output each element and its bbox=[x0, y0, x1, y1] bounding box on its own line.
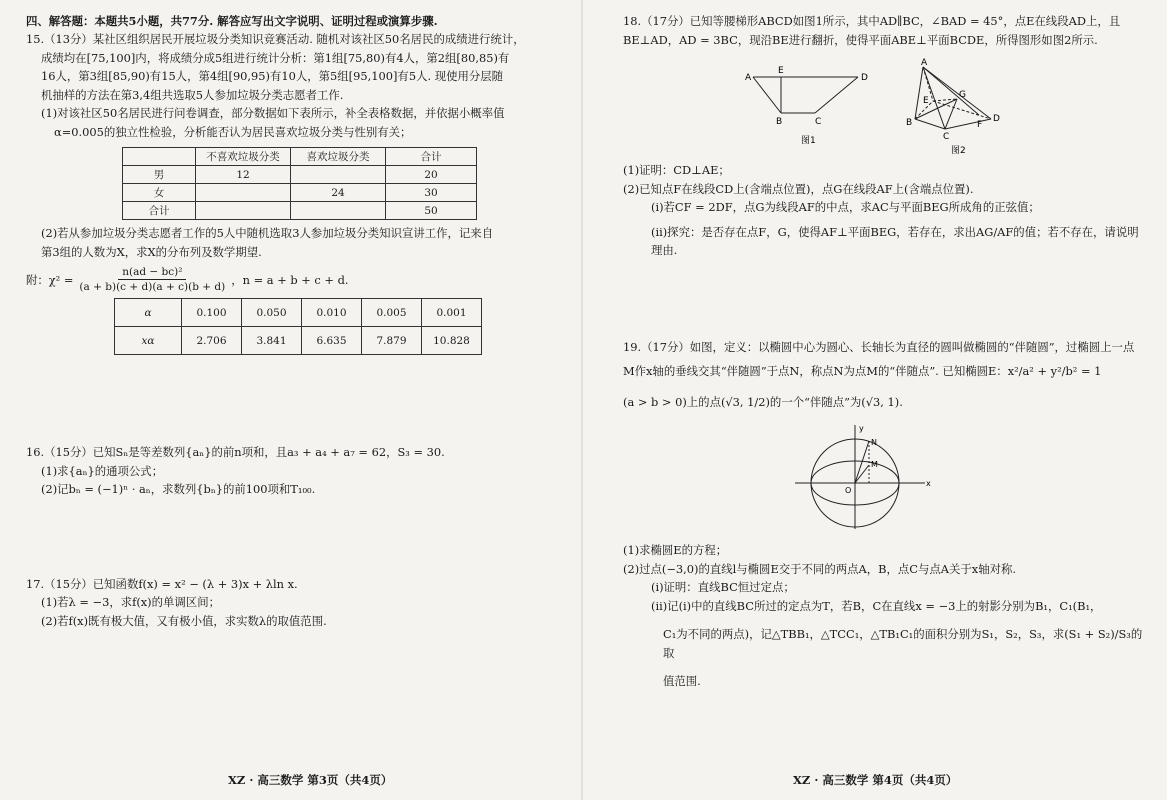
table-cell bbox=[196, 184, 291, 202]
fig1-label: D bbox=[861, 73, 868, 83]
left-page bbox=[0, 0, 583, 800]
q15-part2: (2)若从参加垃圾分类志愿者工作的5人中随机选取3人参加垃圾分类知识宣讲工作，记来自 bbox=[41, 226, 494, 240]
table-row bbox=[123, 166, 477, 184]
q16-line: 16.（15分）已知Sₙ是等差数列{aₙ}的前n项和，且a₃ + a₄ + a₇ = 62，S₃ = 30. bbox=[26, 445, 445, 459]
formula-numerator: n(ad − bc)² bbox=[118, 265, 186, 280]
table-cell bbox=[291, 166, 386, 184]
fig2-label: B bbox=[906, 118, 913, 128]
formula-prefix: 附：χ² = bbox=[26, 272, 74, 287]
table-cell: 20 bbox=[386, 166, 477, 184]
q15-part1: (1)对该社区50名居民进行问卷调查，部分数据如下表所示，补全表格数据，并依据小概率值 bbox=[41, 106, 505, 120]
table-cell: 6.635 bbox=[302, 327, 362, 355]
q19-line: 19.（17分）如图，定义：以椭圆中心为圆心、长轴长为直径的圆叫做椭圆的“伴随圆”，过椭圆上一点 bbox=[623, 339, 1135, 354]
table-cell: 30 bbox=[386, 184, 477, 202]
q17-line: (1)若λ = −3，求f(x)的单调区间； bbox=[41, 595, 220, 609]
table-cell: 3.841 bbox=[242, 327, 302, 355]
q19-part: C₁为不同的两点)，记△TBB₁，△TCC₁，△TB₁C₁的面积分别为S₁，S₂，S₃，求(S₁ + S₂)/S₃的取 bbox=[663, 627, 1143, 660]
fig1-label: B bbox=[776, 117, 783, 127]
q19-figure-wrap bbox=[793, 421, 1145, 535]
fig2-caption: 图2 bbox=[951, 146, 966, 156]
table-cell bbox=[123, 148, 196, 166]
table-cell: 12 bbox=[196, 166, 291, 184]
formula-fraction bbox=[75, 265, 229, 294]
q17-line: 17.（15分）已知函数f(x) = x² − (λ + 3)x + λln x. bbox=[26, 576, 298, 591]
q19-part: (i)证明：直线BC恒过定点； bbox=[651, 580, 795, 594]
question-19 bbox=[623, 338, 1145, 691]
chi-square-formula bbox=[26, 265, 569, 294]
fig-axis-label: x bbox=[926, 479, 931, 488]
question-15 bbox=[26, 30, 569, 355]
table-row bbox=[123, 184, 477, 202]
fig1-label: C bbox=[815, 117, 822, 127]
question-17 bbox=[26, 575, 569, 631]
table-row bbox=[123, 148, 477, 166]
page-footer: XZ · 高三数学 第4页（共4页） bbox=[793, 773, 958, 787]
q19-line: (a > b > 0)上的点(√3, 1/2)的一个“伴随点”为(√3, 1). bbox=[623, 394, 903, 409]
q18-part: (2)已知点F在线段CD上(含端点位置)，点G在线段AF上(含端点位置). bbox=[623, 181, 974, 196]
figure-1-trapezoid bbox=[743, 57, 873, 147]
fig2-label: D bbox=[993, 114, 1000, 124]
table-row bbox=[123, 202, 477, 220]
fig-point-label: N bbox=[871, 438, 877, 447]
fig2-label: G bbox=[959, 90, 966, 100]
table-cell: 0.010 bbox=[302, 299, 362, 327]
table-cell: 喜欢垃圾分类 bbox=[291, 148, 386, 166]
formula-denominator: (a + b)(c + d)(a + c)(b + d) bbox=[79, 281, 226, 293]
fig1-label: A bbox=[745, 73, 752, 83]
fig1-label: E bbox=[778, 66, 784, 76]
q18-line: 18.（17分）已知等腰梯形ABCD如图1所示，其中AD∥BC，∠BAD = 45°，点E在线段AD上，且 bbox=[623, 14, 1121, 28]
table-cell: 0.050 bbox=[242, 299, 302, 327]
q17-line: (2)若f(x)既有极大值，又有极小值，求实数λ的取值范围. bbox=[41, 613, 327, 628]
table-cell: 合计 bbox=[123, 202, 196, 220]
q15-line: 16人，第3组[85,90)有15人，第4组[90,95)有10人，第5组[95,100]有5人. 现使用分层随 bbox=[41, 69, 504, 83]
fig-point-label: O bbox=[845, 486, 852, 495]
section-header: 四、解答题：本题共5小题，共77分. 解答应写出文字说明、证明过程或演算步骤. bbox=[26, 14, 438, 28]
table-cell: 50 bbox=[386, 202, 477, 220]
table-cell: 0.100 bbox=[182, 299, 242, 327]
table-cell: xα bbox=[115, 327, 182, 355]
q19-part: (2)过点(−3,0)的直线l与椭圆E交于不同的两点A，B，点C与点A关于x轴对称. bbox=[623, 561, 1016, 576]
q15-part1: α=0.005的独立性检验，分析能否认为居民喜欢垃圾分类与性别有关； bbox=[54, 124, 412, 139]
table-cell: 女 bbox=[123, 184, 196, 202]
table-cell: 0.001 bbox=[422, 299, 482, 327]
question-16 bbox=[26, 443, 569, 499]
q16-line: (1)求{aₙ}的通项公式； bbox=[41, 463, 164, 478]
table-row bbox=[115, 299, 482, 327]
q15-line: 成绩均在[75,100]内，将成绩分成5组进行统计分析：第1组[75,80)有4人，第2组[80,85)有 bbox=[41, 50, 510, 65]
table-row bbox=[115, 327, 482, 355]
q18-figures bbox=[743, 57, 1145, 157]
figure-ellipse-circle bbox=[793, 421, 933, 531]
q18-part: (ii)探究：是否存在点F，G，使得AF⊥平面BEG，若存在，求出AG/AF的值；若不存在，请说明理由. bbox=[651, 224, 1139, 257]
q19-line: M作x轴的垂线交其“伴随圆”于点N，称点N为点M的“伴随点”. 已知椭圆E：x²/a² + y²/b² = 1 bbox=[623, 364, 1102, 378]
table-cell: 24 bbox=[291, 184, 386, 202]
fig1-caption: 图1 bbox=[801, 136, 816, 146]
contingency-table bbox=[122, 147, 477, 220]
q18-line: BE⊥AD，AD = 3BC，现沿BE进行翻折，使得平面ABE⊥平面BCDE，所得图形如图2所示. bbox=[623, 32, 1098, 47]
table-cell: 不喜欢垃圾分类 bbox=[196, 148, 291, 166]
q15-part2: 第3组的人数为X，求X的分布列及数学期望. bbox=[41, 244, 262, 259]
table-cell: 10.828 bbox=[422, 327, 482, 355]
fig-point-label: M bbox=[871, 460, 878, 469]
fig2-label: C bbox=[943, 132, 950, 142]
table-cell: 7.879 bbox=[362, 327, 422, 355]
formula-suffix: ，n = a + b + c + d. bbox=[231, 272, 349, 287]
table-cell: 0.005 bbox=[362, 299, 422, 327]
q16-line: (2)记bₙ = (−1)ⁿ · aₙ，求数列{bₙ}的前100项和T₁₀₀. bbox=[41, 482, 316, 496]
critical-value-table bbox=[114, 298, 482, 355]
table-cell: 2.706 bbox=[182, 327, 242, 355]
q19-part: (ii)记(i)中的直线BC所过的定点为T，若B，C在直线x = −3上的射影分别为B₁，C₁(B₁， bbox=[651, 598, 1102, 613]
q18-part: (1)证明：CD⊥AE； bbox=[623, 163, 730, 177]
table-cell: 男 bbox=[123, 166, 196, 184]
fig-axis-label: y bbox=[859, 424, 864, 433]
q19-part: (1)求椭圆E的方程； bbox=[623, 543, 728, 557]
figure-2-pyramid bbox=[903, 57, 1033, 157]
right-page bbox=[583, 0, 1167, 800]
q19-part: 值范围. bbox=[663, 674, 701, 688]
table-cell: 合计 bbox=[386, 148, 477, 166]
table-cell bbox=[196, 202, 291, 220]
q15-line: 15.（13分）某社区组织居民开展垃圾分类知识竞赛活动. 随机对该社区50名居民的成绩进行统计， bbox=[26, 32, 525, 46]
question-18 bbox=[623, 12, 1145, 260]
fig2-label: E bbox=[923, 96, 929, 106]
table-cell: α bbox=[115, 299, 182, 327]
table-cell bbox=[291, 202, 386, 220]
q15-line: 机抽样的方法在第3,4组共选取5人参加垃圾分类志愿者工作. bbox=[41, 87, 344, 102]
q18-part: (i)若CF = 2DF，点G为线段AF的中点，求AC与平面BEG所成角的正弦值； bbox=[651, 200, 1040, 214]
fig2-label: A bbox=[921, 58, 928, 68]
fig2-label: F bbox=[977, 120, 983, 130]
page-footer: XZ · 高三数学 第3页（共4页） bbox=[228, 773, 393, 787]
